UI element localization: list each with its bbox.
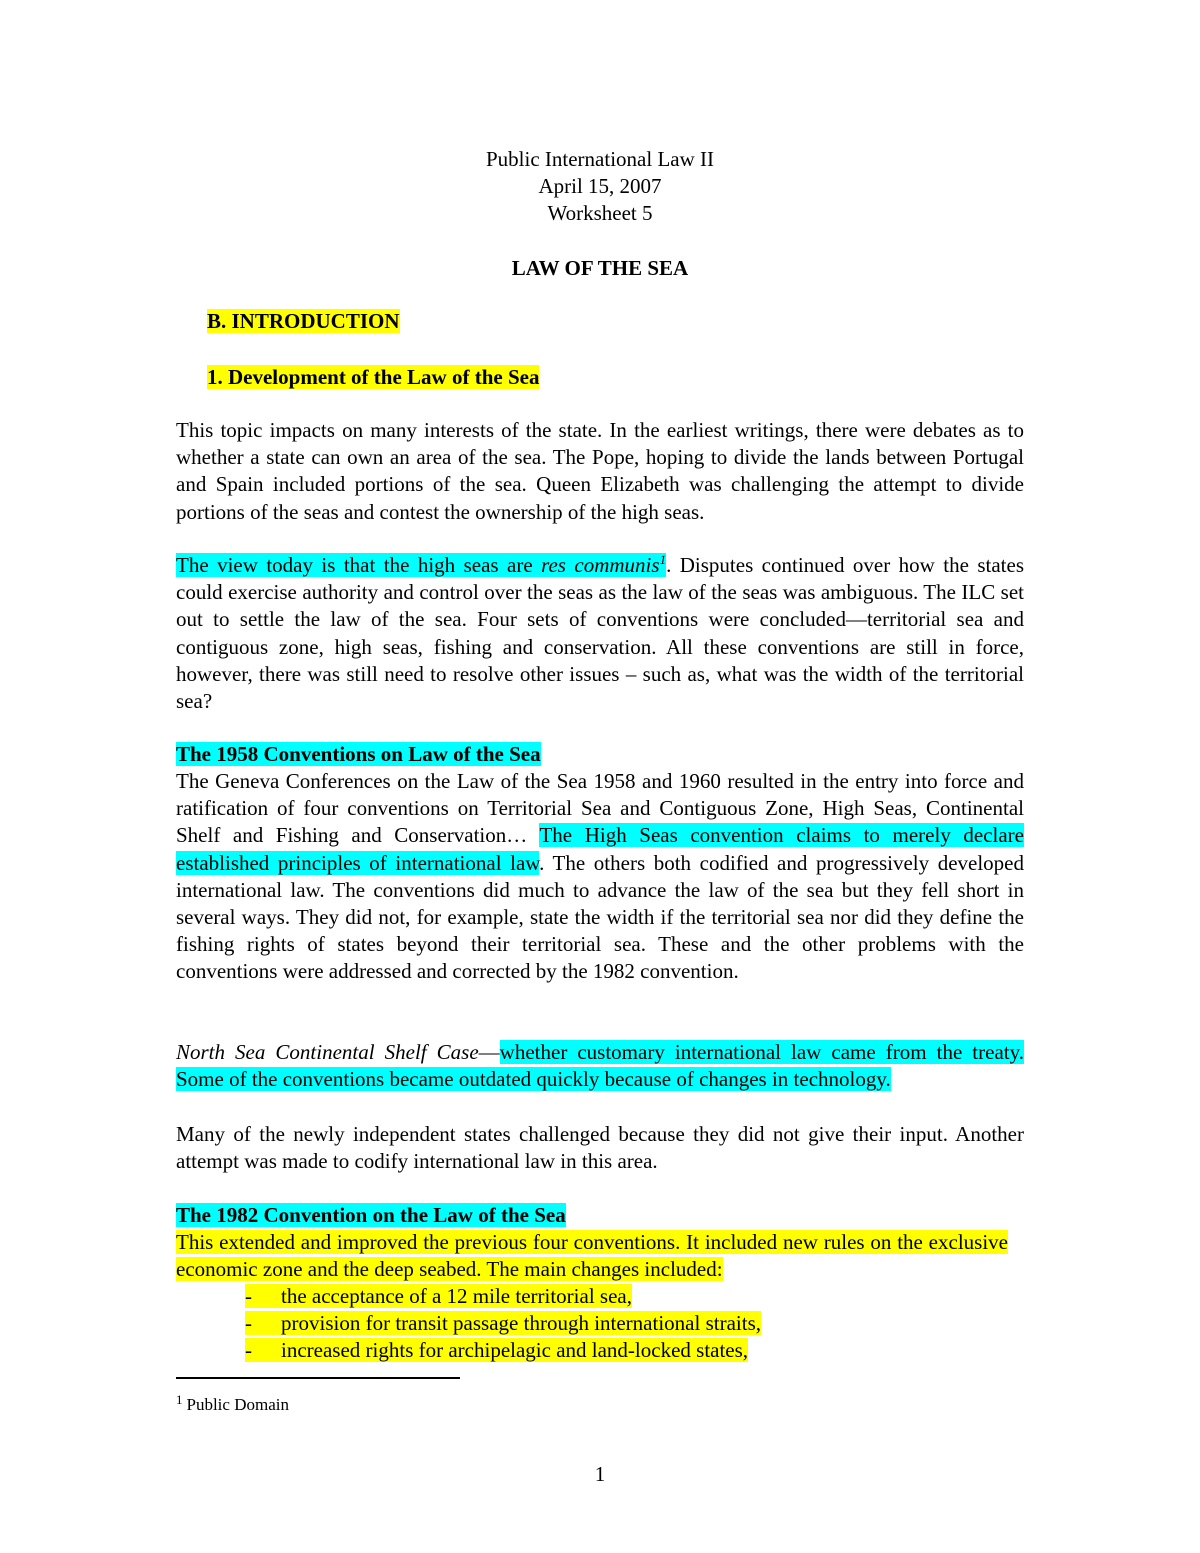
section-b-heading — [207, 308, 400, 335]
heading-1958 — [176, 741, 541, 768]
list-dash: - — [245, 1284, 252, 1308]
heading-1982-text: The 1982 Convention on the Law of the Sea — [176, 1203, 566, 1227]
document-title: LAW OF THE SEA — [511, 256, 689, 280]
footnote-text: Public Domain — [186, 1395, 289, 1414]
worksheet-label: Worksheet 5 — [547, 201, 653, 225]
list-item — [245, 1283, 761, 1310]
customary-law-highlight: whether customary international law came from the treaty. Some of the conventions became outdated quickly because of changes in technology. — [176, 1040, 1024, 1092]
list-item-text: provision for transit passage through international straits, — [281, 1311, 761, 1336]
document-date: April 15, 2007 — [538, 174, 662, 198]
paragraph-1982 — [176, 1229, 1008, 1283]
list-item — [245, 1337, 761, 1364]
north-sea-paragraph — [176, 1039, 1024, 1093]
section-1-heading — [207, 364, 539, 391]
header-block — [0, 146, 1200, 227]
highlight-view-today — [176, 553, 666, 577]
high-seas-highlight: The High Seas convention claims to merely declare established principles of international law — [176, 823, 1024, 875]
page-number: 1 — [594, 1462, 606, 1486]
changes-list — [245, 1283, 761, 1365]
north-sea-case-name: North Sea Continental Shelf Case — [176, 1040, 479, 1064]
footnote-separator — [176, 1377, 460, 1379]
newly-independent-paragraph: Many of the newly independent states challenged because they did not give their input. Another attempt was made to codify international law in this area. — [176, 1122, 1024, 1174]
list-item-text: the acceptance of a 12 mile territorial sea, — [281, 1284, 632, 1308]
view-today-text: The view today is that the high seas are — [176, 553, 542, 577]
section-b-text: B. INTRODUCTION — [207, 309, 400, 333]
paragraph-1958 — [176, 768, 1024, 986]
footnote-reference[interactable]: 1 — [659, 552, 667, 567]
footnote — [176, 1389, 289, 1416]
list-dash: - — [245, 1338, 252, 1363]
list-dash: - — [245, 1311, 252, 1336]
disputes-text: . Disputes continued over how the states could exercise authority and control over the seas as the law of the seas was ambiguous. The ILC set out to settle the law of the sea. Four sets of conventions were concluded—territorial sea and contiguous zone, high seas, fishing and conservation. All these conventions are still in force, however, there was still need to resolve other issues – such as, what was the width of the territorial sea? — [176, 553, 1025, 714]
paragraph-1982-highlight: This extended and improved the previous four conventions. It included new rules on the exclusive economic zone and the deep seabed. The main changes included: — [176, 1230, 1008, 1282]
conventions-text: . The others both codified and progressively developed international law. The conventions did much to advance the law of the sea but they fell short in several ways. They did not, for example, state the width if the territorial sea nor did they define the fishing rights of states beyond their territorial sea. These and the other problems with the conventions were addressed and corrected by the 1982 convention. — [176, 850, 1024, 984]
em-dash: — — [478, 1040, 500, 1064]
footnote-number: 1 — [176, 1392, 183, 1407]
section-1-text: 1. Development of the Law of the Sea — [207, 365, 540, 389]
geneva-text: The Geneva Conferences on the Law of the Sea 1958 and 1960 resulted in the entry into force and ratification of four conventions on Territorial Sea and Contiguous Zone, High Seas, Continental Shelf and Fishing and Conservation… — [176, 769, 1024, 848]
heading-1958-text: The 1958 Conventions on Law of the Sea — [176, 742, 541, 766]
res-communis-paragraph — [176, 552, 1024, 715]
res-communis-term: res communis — [541, 553, 660, 577]
intro-paragraph: This topic impacts on many interests of the state. In the earliest writings, there were debates as to whether a state can own an area of the sea. The Pope, hoping to divide the lands between Portugal and Spain included portions of the sea. Queen Elizabeth was challenging the attempt to divide portions of the seas and contest the ownership of the high seas. — [176, 418, 1024, 524]
list-item-text: increased rights for archipelagic and land-locked states, — [281, 1338, 749, 1363]
heading-1982 — [176, 1202, 566, 1229]
course-title: Public International Law II — [485, 147, 714, 171]
list-item — [245, 1310, 761, 1337]
